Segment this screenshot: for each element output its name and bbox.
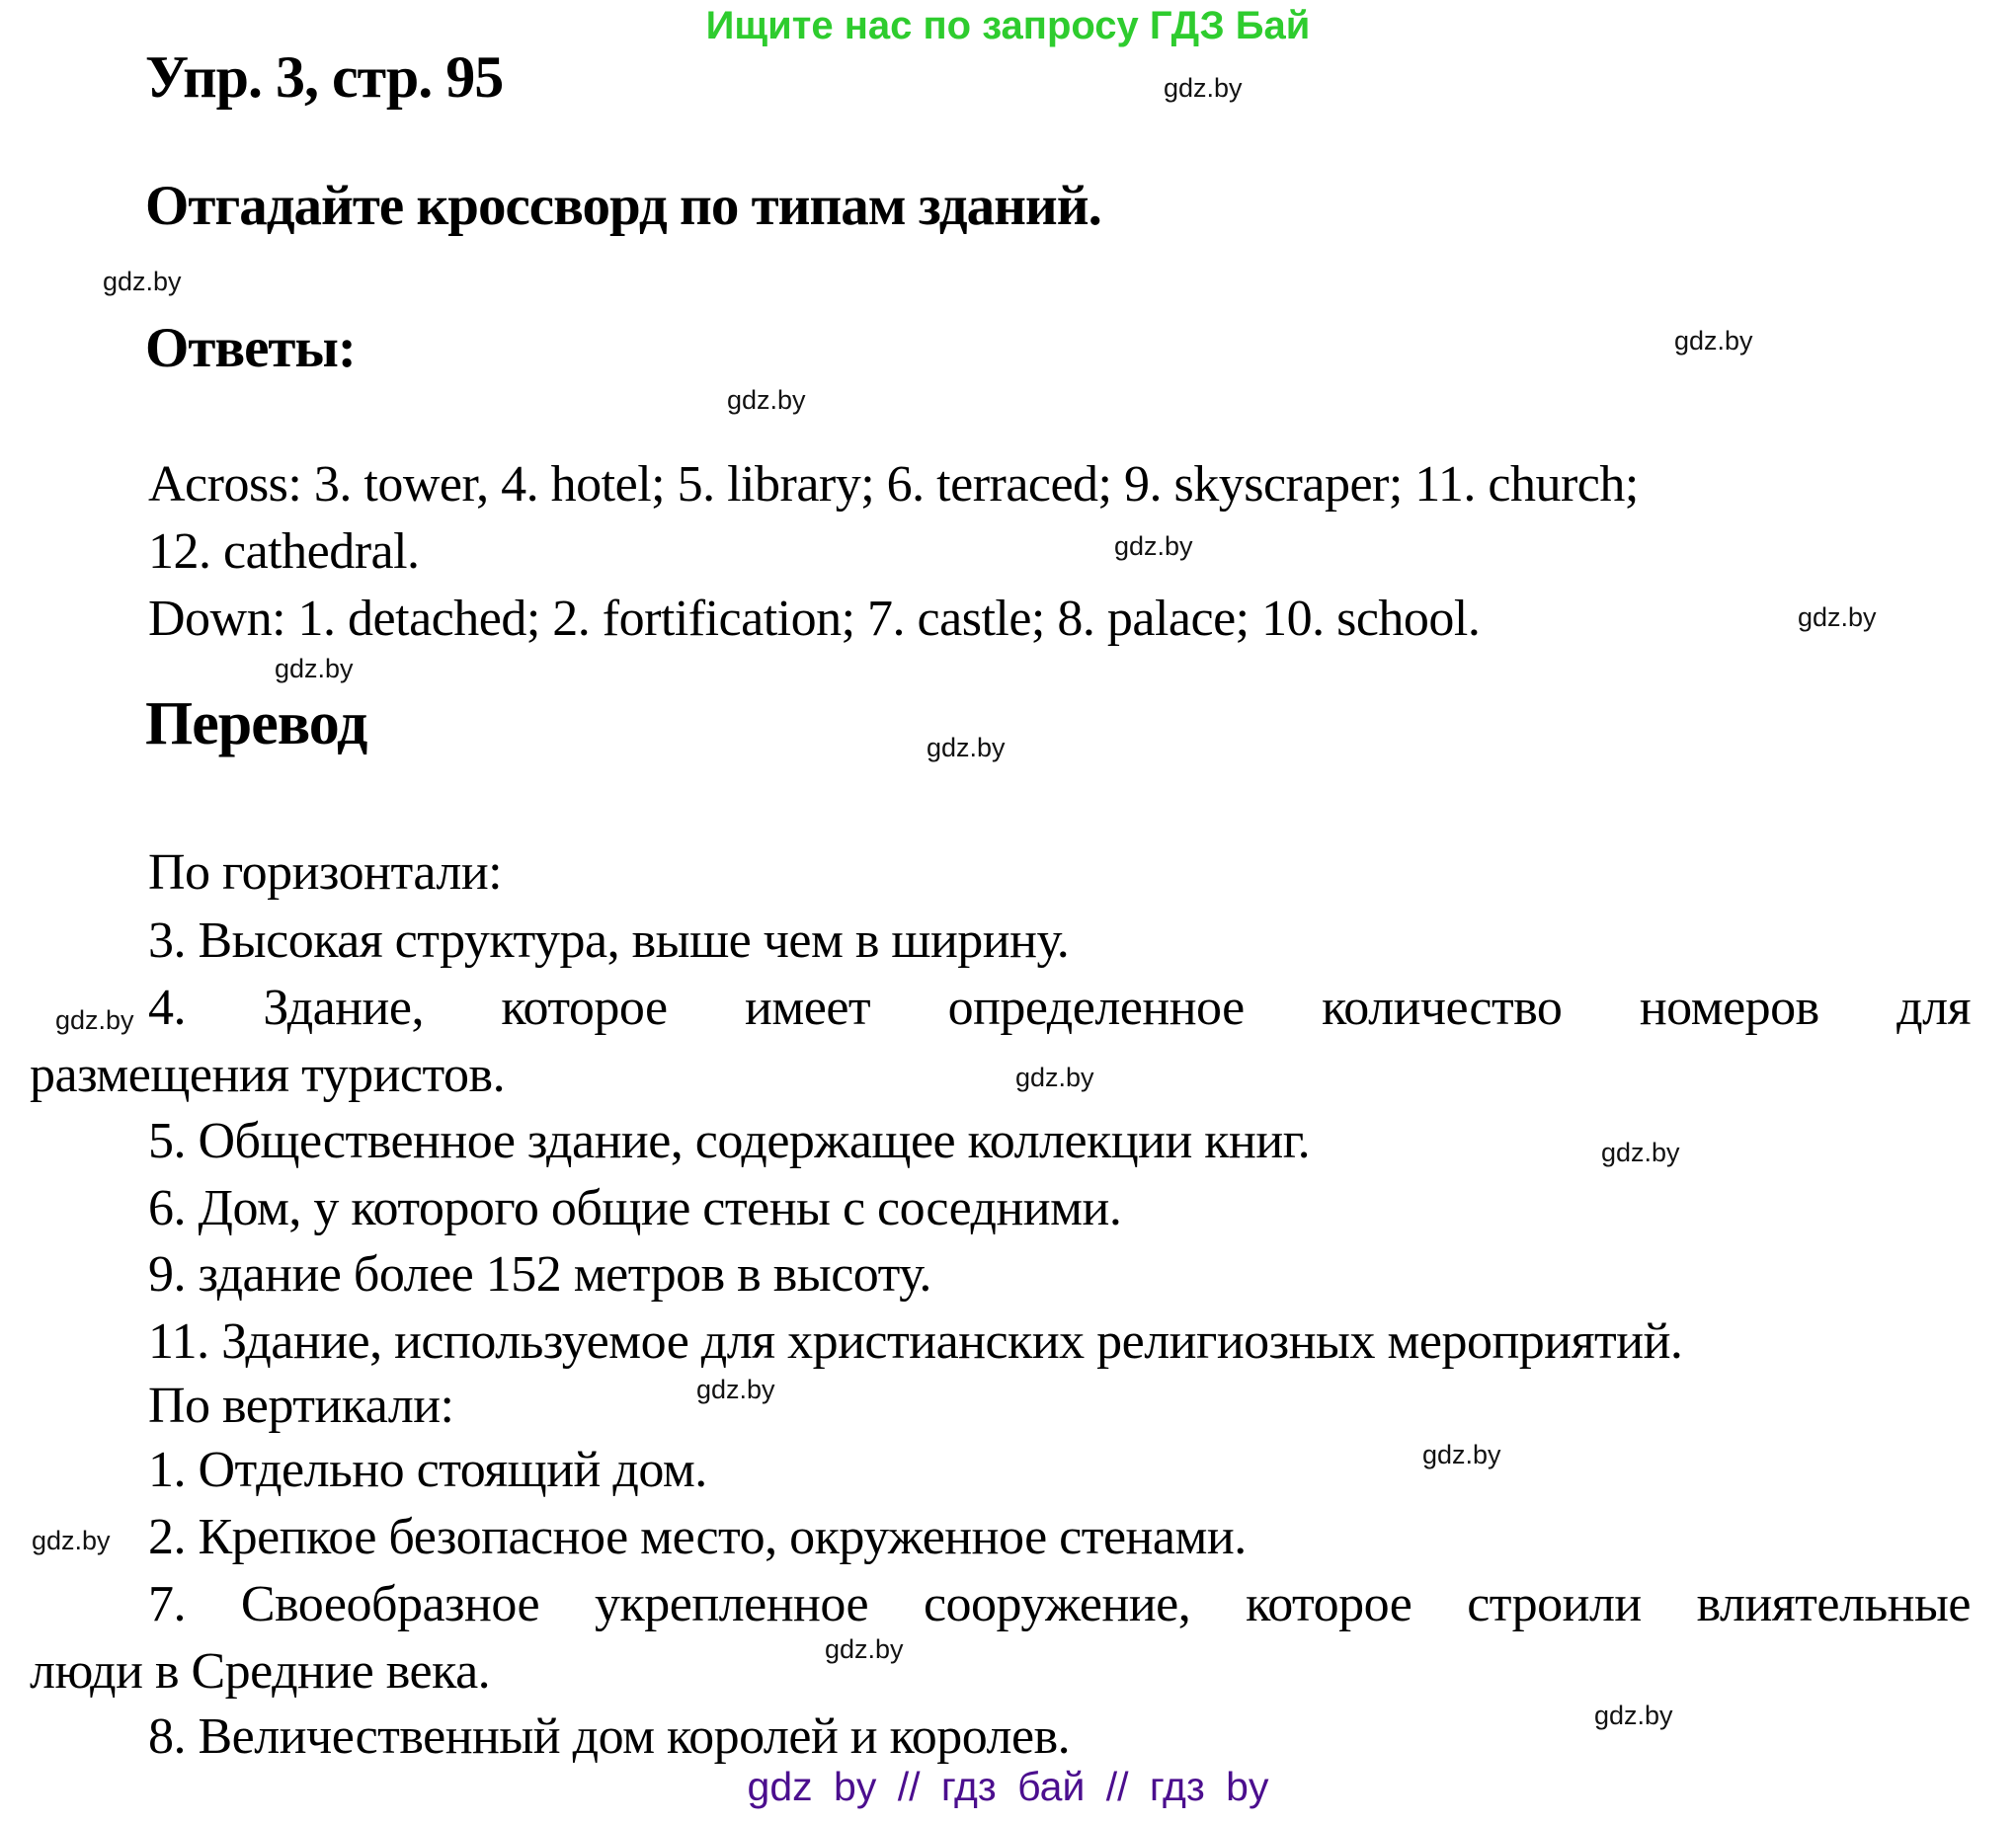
translation-item-7-line1: 7. Своеобразное укрепленное сооружение, которое строили влиятельные xyxy=(148,1576,1971,1632)
gdz-watermark: gdz.by xyxy=(1601,1138,1680,1167)
gdz-watermark: gdz.by xyxy=(927,733,1006,762)
answers-across-line1: Across: 3. tower, 4. hotel; 5. library; 6. terraced; 9. skyscraper; 11. church; xyxy=(148,456,1639,513)
translation-item-4-line2: размещения туристов. xyxy=(30,1047,506,1103)
footer-links: gdz by // гдз бай // гдз by xyxy=(747,1764,1269,1809)
translation-item-1: 1. Отдельно стоящий дом. xyxy=(148,1442,707,1498)
gdz-watermark: gdz.by xyxy=(1594,1701,1673,1730)
gdz-watermark: gdz.by xyxy=(103,267,182,296)
translation-down-label: По вертикали: xyxy=(148,1378,454,1434)
answers-heading: Ответы: xyxy=(145,317,356,379)
translation-item-4-line1: 4. Здание, которое имеет определенное количество номеров для xyxy=(148,980,1971,1036)
translation-across-label: По горизонтали: xyxy=(148,844,503,901)
gdz-watermark: gdz.by xyxy=(727,385,806,415)
translation-item-9: 9. здание более 152 метров в высоту. xyxy=(148,1246,931,1303)
translation-item-2: 2. Крепкое безопасное место, окруженное стенами. xyxy=(148,1509,1247,1565)
gdz-watermark: gdz.by xyxy=(1164,73,1243,103)
task-heading: Отгадайте кроссворд по типам зданий. xyxy=(145,175,1101,237)
translation-item-5: 5. Общественное здание, содержащее коллекции книг. xyxy=(148,1113,1311,1169)
translation-heading: Перевод xyxy=(145,690,367,757)
translation-item-6: 6. Дом, у которого общие стены с соседними. xyxy=(148,1180,1122,1236)
answers-down-line: Down: 1. detached; 2. fortification; 7. castle; 8. palace; 10. school. xyxy=(148,591,1481,647)
exercise-title: Упр. 3, стр. 95 xyxy=(145,44,504,110)
gdz-watermark: gdz.by xyxy=(1422,1440,1501,1469)
gdz-watermark: gdz.by xyxy=(55,1005,134,1035)
gdz-watermark: gdz.by xyxy=(696,1375,775,1404)
translation-item-7-line2: люди в Средние века. xyxy=(30,1643,491,1700)
gdz-watermark: gdz.by xyxy=(32,1526,111,1555)
gdz-watermark: gdz.by xyxy=(825,1634,904,1664)
gdz-watermark: gdz.by xyxy=(1798,602,1877,632)
promo-banner: Ищите нас по запросу ГДЗ Бай xyxy=(705,4,1311,47)
gdz-watermark: gdz.by xyxy=(1114,531,1193,561)
gdz-watermark: gdz.by xyxy=(1674,326,1753,356)
gdz-watermark: gdz.by xyxy=(1015,1063,1094,1092)
gdz-watermark: gdz.by xyxy=(275,654,354,683)
translation-item-3: 3. Высокая структура, выше чем в ширину. xyxy=(148,912,1070,969)
answers-across-line2: 12. cathedral. xyxy=(148,523,420,580)
translation-item-8: 8. Величественный дом королей и королев. xyxy=(148,1708,1071,1765)
translation-item-11: 11. Здание, используемое для христианских религиозных мероприятий. xyxy=(148,1313,1683,1370)
